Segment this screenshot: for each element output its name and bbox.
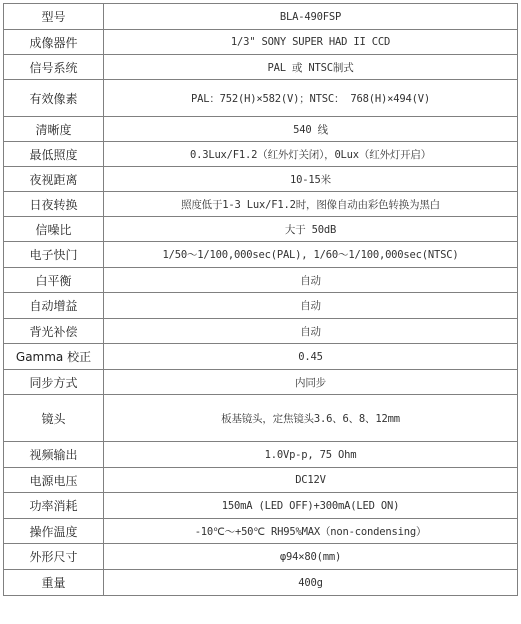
- table-row: [4, 217, 518, 242]
- table-row: [4, 117, 518, 142]
- row-value: 内同步: [104, 370, 518, 395]
- row-label: 电源电压: [4, 468, 104, 493]
- row-value: -10℃～+50℃ RH95%MAX（non-condensing）: [104, 519, 518, 544]
- row-label: 白平衡: [4, 268, 104, 293]
- row-value: 540 线: [104, 117, 518, 142]
- row-label: 操作温度: [4, 519, 104, 544]
- row-label: 信噪比: [4, 217, 104, 242]
- row-label: 功率消耗: [4, 493, 104, 519]
- row-value: 0.45: [104, 344, 518, 370]
- row-label: 清晰度: [4, 117, 104, 142]
- row-value: φ94×80(mm): [104, 544, 518, 570]
- row-value: 10-15米: [104, 167, 518, 192]
- row-label: 型号: [4, 4, 104, 30]
- table-row: [4, 370, 518, 395]
- row-value: 板基镜头，定焦镜头3.6、6、8、12mm: [104, 395, 518, 442]
- row-label: 自动增益: [4, 293, 104, 319]
- row-label: 视频输出: [4, 442, 104, 468]
- row-value: 1.0Vp-p, 75 Ohm: [104, 442, 518, 468]
- table-row: [4, 519, 518, 544]
- row-label: 电子快门: [4, 242, 104, 268]
- table-row: [4, 242, 518, 268]
- row-label: 镜头: [4, 395, 104, 442]
- row-label: 信号系统: [4, 55, 104, 80]
- table-row: [4, 344, 518, 370]
- row-label: Gamma 校正: [4, 344, 104, 370]
- table-row: [4, 268, 518, 293]
- table-row: [4, 142, 518, 167]
- row-value: DC12V: [104, 468, 518, 493]
- table-row: [4, 442, 518, 468]
- table-row: [4, 293, 518, 319]
- table-row: [4, 167, 518, 192]
- row-label: 日夜转换: [4, 192, 104, 217]
- table-row: [4, 468, 518, 493]
- row-value: 1/3" SONY SUPER HAD II CCD: [104, 30, 518, 55]
- row-value: 照度低于1-3 Lux/F1.2时，图像自动由彩色转换为黑白: [104, 192, 518, 217]
- row-label: 最低照度: [4, 142, 104, 167]
- table-row: [4, 4, 518, 30]
- row-label: 同步方式: [4, 370, 104, 395]
- row-value: BLA-490FSP: [104, 4, 518, 30]
- row-value: 400g: [104, 570, 518, 596]
- row-value: 150mA (LED OFF)+300mA(LED ON): [104, 493, 518, 519]
- table-row: [4, 493, 518, 519]
- row-label: 重量: [4, 570, 104, 596]
- row-label: 背光补偿: [4, 319, 104, 344]
- row-label: 成像器件: [4, 30, 104, 55]
- table-row: [4, 30, 518, 55]
- table-row: [4, 395, 518, 442]
- spec-table: [3, 3, 518, 596]
- row-label: 夜视距离: [4, 167, 104, 192]
- table-row: [4, 319, 518, 344]
- table-row: [4, 570, 518, 596]
- row-value: PAL 或 NTSC制式: [104, 55, 518, 80]
- table-row: [4, 80, 518, 117]
- row-value: 自动: [104, 268, 518, 293]
- row-value: 自动: [104, 293, 518, 319]
- table-row: [4, 544, 518, 570]
- table-row: [4, 55, 518, 80]
- row-value: PAL：752(H)×582(V)；NTSC： 768(H)×494(V): [104, 80, 518, 117]
- row-label: 有效像素: [4, 80, 104, 117]
- row-value: 大于 50dB: [104, 217, 518, 242]
- row-value: 自动: [104, 319, 518, 344]
- row-label: 外形尺寸: [4, 544, 104, 570]
- row-value: 0.3Lux/F1.2（红外灯关闭），0Lux（红外灯开启）: [104, 142, 518, 167]
- row-value: 1/50～1/100,000sec(PAL), 1/60～1/100,000sec(NTSC): [104, 242, 518, 268]
- table-row: [4, 192, 518, 217]
